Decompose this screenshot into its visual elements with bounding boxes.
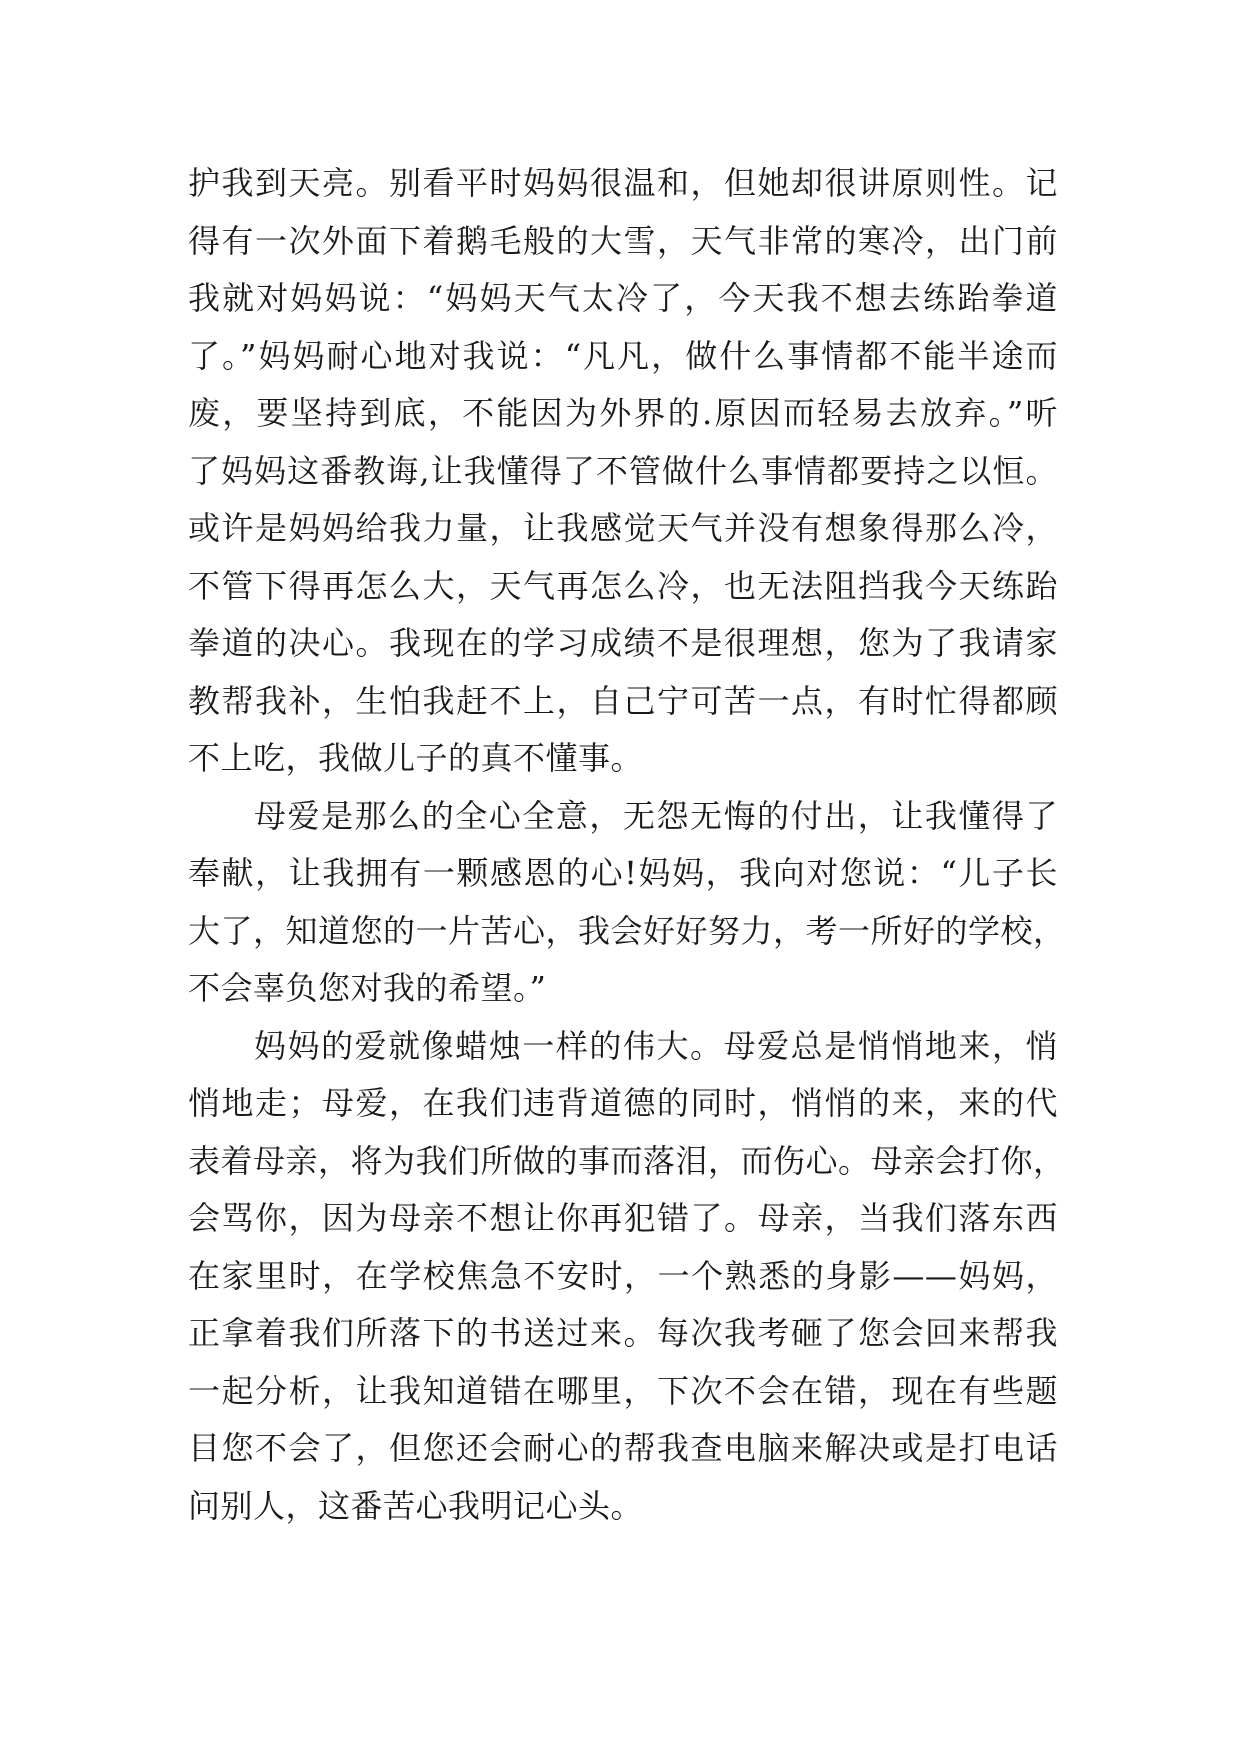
text-line: 问别人，这番苦心我明记心头。 — [188, 1486, 644, 1525]
text-line: 大了，知道您的一片苦心，我会好好努力，考一所好的学校， — [188, 911, 1066, 950]
body-text — [188, 155, 1066, 1535]
text-line: 不管下得再怎么大，天气再怎么冷，也无法阻挡我今天练跆 — [188, 566, 1058, 605]
paragraph-first-line: 妈妈的爱就像蜡烛一样的伟大。母爱总是悄悄地来，悄 — [254, 1026, 1058, 1065]
text-line: 表着母亲，将为我们所做的事而落泪，而伤心。母亲会打你， — [188, 1141, 1066, 1180]
text-line: 悄地走；母爱，在我们违背道德的同时，悄悄的来，来的代 — [188, 1084, 1058, 1122]
text-line: 了妈妈这番教诲,让我懂得了不管做什么事情都要持之以恒。 — [188, 451, 1058, 490]
text-line: 废，要坚持到底，不能因为外界的.原因而轻易去放弃。”听 — [188, 394, 1058, 432]
text-line: 奉献，让我拥有一颗感恩的心!妈妈，我向对您说：“儿子长 — [188, 854, 1058, 892]
text-line: 护我到天亮。别看平时妈妈很温和，但她却很讲原则性。记 — [188, 164, 1058, 202]
text-line: 正拿着我们所落下的书送过来。每次我考砸了您会回来帮我 — [188, 1314, 1058, 1352]
text-line: 不会辜负您对我的希望。” — [188, 969, 547, 1007]
text-line: 或许是妈妈给我力量，让我感觉天气并没有想象得那么冷， — [188, 509, 1058, 547]
text-line: 得有一次外面下着鹅毛般的大雪，天气非常的寒冷，出门前 — [188, 221, 1058, 260]
text-line: 会骂你，因为母亲不想让你再犯错了。母亲，当我们落东西 — [188, 1199, 1058, 1237]
text-line: 拳道的决心。我现在的学习成绩不是很理想，您为了我请家 — [188, 624, 1058, 662]
text-line: 目您不会了，但您还会耐心的帮我查电脑来解决或是打电话 — [188, 1429, 1058, 1467]
text-line: 不上吃，我做儿子的真不懂事。 — [188, 739, 644, 777]
paragraph-first-line: 母爱是那么的全心全意，无怨无悔的付出，让我懂得了 — [254, 796, 1058, 835]
text-line: 我就对妈妈说：“妈妈天气太冷了，今天我不想去练跆拳道 — [188, 279, 1058, 317]
text-line: 了。”妈妈耐心地对我说：“凡凡，做什么事情都不能半途而 — [188, 336, 1058, 375]
text-line: 教帮我补，生怕我赶不上，自己宁可苦一点，有时忙得都顾 — [188, 681, 1058, 720]
text-line: 在家里时，在学校焦急不安时，一个熟悉的身影——妈妈， — [188, 1256, 1058, 1295]
text-line: 一起分析，让我知道错在哪里，下次不会在错，现在有些题 — [188, 1371, 1058, 1410]
